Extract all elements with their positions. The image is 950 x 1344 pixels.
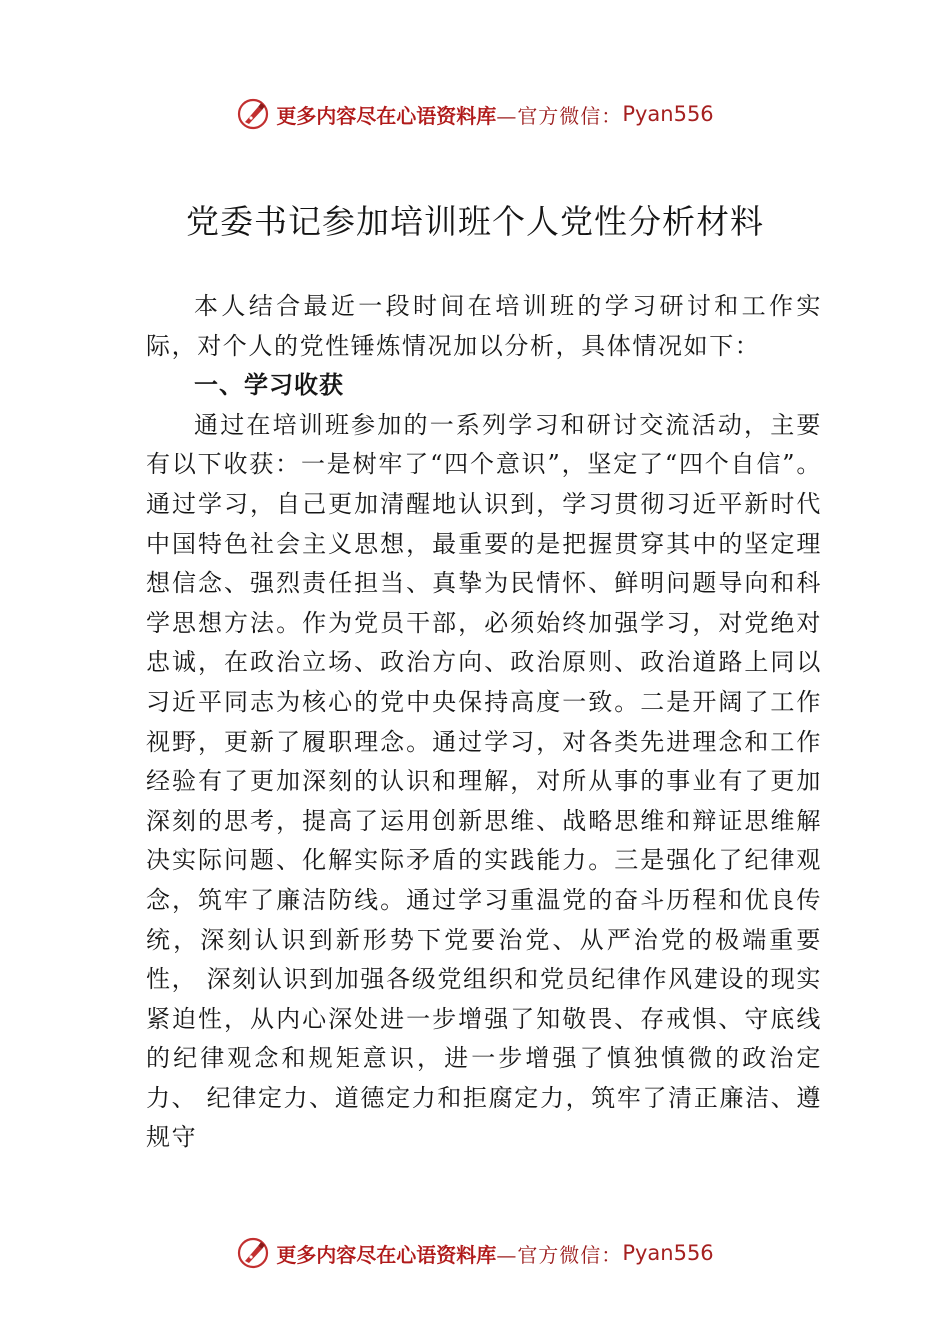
banner-separator-text: —官方微信： [496,1242,623,1267]
footer-watermark-banner [0,1231,950,1275]
pen-nib-circle-icon [236,1236,270,1270]
banner-wechat-handle: Pyan556 [622,1241,714,1265]
section-paragraph-learning-gains: 通过在培训班参加的一系列学习和研讨交流活动，主要有以下收获：一是树牢了“四个意识”，坚定了“四个自信”。通过学习，自己更加清醒地认识到，学习贯彻习近平新时代中国特色社会主义思想，最重要的是把握贯穿其中的坚定理想信念、强烈责任担当、真挚为民情怀、鲜明问题导向和科学思想方法。作为党员干部，必须始终加强学习，对党绝对忠诚，在政治立场、政治方向、政治原则、政治道路上同以习近平同志为核心的党中央保持高度一致。二是开阔了工作视野，更新了履职理念。通过学习，对各类先进理念和工作经验有了更加深刻的认识和理解，对所从事的事业有了更加深刻的思考，提高了运用创新思维、战略思维和辩证思维解决实际问题、化解实际矛盾的实践能力。三是强化了纪律观念，筑牢了廉洁防线。通过学习重温党的奋斗历程和优良传统，深刻认识到新形势下党要治党、从严治党的极端重要性， 深刻认识到加强各级党组织和党员纪律作风建设的现实紧迫性，从内心深处进一步增强了知敬畏、存戒惧、守底线的纪律观念和规矩意识，进一步增强了慎独慎微的政治定力、 纪律定力、道德定力和拒腐定力，筑牢了清正廉洁、遵规守 [146,410,822,1152]
intro-paragraph: 本人结合最近一段时间在培训班的学习研讨和工作实际，对个人的党性锤炼情况加以分析，具体情况如下： [146,292,822,360]
section-heading-learning-gains: 一、学习收获 [194,371,344,400]
pen-nib-circle-icon [236,97,270,131]
banner-wechat-handle: Pyan556 [622,102,714,126]
header-watermark-banner [0,92,950,136]
banner-separator-text: —官方微信： [496,103,623,128]
document-title: 党委书记参加培训班个人党性分析材料 [186,202,764,241]
banner-brand-text: 更多内容尽在心语资料库 [276,103,497,128]
banner-brand-text: 更多内容尽在心语资料库 [276,1242,497,1267]
document-body [146,287,822,1158]
